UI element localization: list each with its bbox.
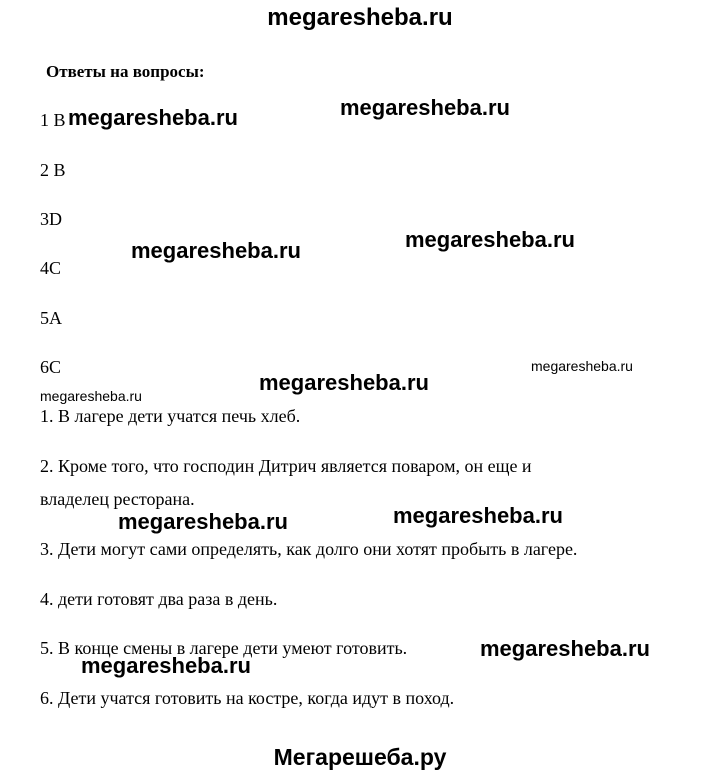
answer-1: 1 B [40, 110, 66, 130]
watermark: megaresheba.ru [118, 509, 288, 534]
sentence-4: 4. дети готовят два раза в день. [40, 589, 278, 609]
sentence-2: 2. Кроме того, что господин Дитрич является поваром, он еще и [40, 456, 532, 476]
header-watermark: megaresheba.ru [267, 4, 453, 31]
watermark: megaresheba.ru [405, 227, 575, 252]
watermark: megaresheba.ru [393, 503, 563, 528]
watermark: megaresheba.ru [480, 636, 650, 661]
page-heading: Ответы на вопросы: [46, 62, 205, 81]
answer-6: 6C [40, 357, 62, 377]
watermark: megaresheba.ru [68, 105, 238, 130]
answer-4: 4C [40, 258, 62, 278]
sentence-3: 3. Дети могут сами определять, как долго они хотят пробыть в лагере. [40, 539, 578, 559]
watermark: megaresheba.ru [40, 388, 142, 404]
answer-3: 3D [40, 209, 62, 229]
sentence-5: 5. В конце смены в лагере дети умеют готовить. [40, 638, 408, 658]
answer-2: 2 B [40, 160, 66, 180]
sentence-1: 1. В лагере дети учатся печь хлеб. [40, 406, 301, 426]
answer-5: 5A [40, 308, 62, 328]
sentence-6: 6. Дети учатся готовить на костре, когда идут в поход. [40, 688, 455, 708]
footer-watermark: Мегарешеба.ру [273, 744, 447, 770]
watermark: megaresheba.ru [131, 238, 301, 263]
watermark: megaresheba.ru [531, 358, 633, 374]
watermark: megaresheba.ru [259, 370, 429, 395]
watermark: megaresheba.ru [340, 95, 510, 120]
sentence-2-continued: владелец ресторана. [40, 489, 195, 509]
watermark: megaresheba.ru [81, 653, 251, 678]
